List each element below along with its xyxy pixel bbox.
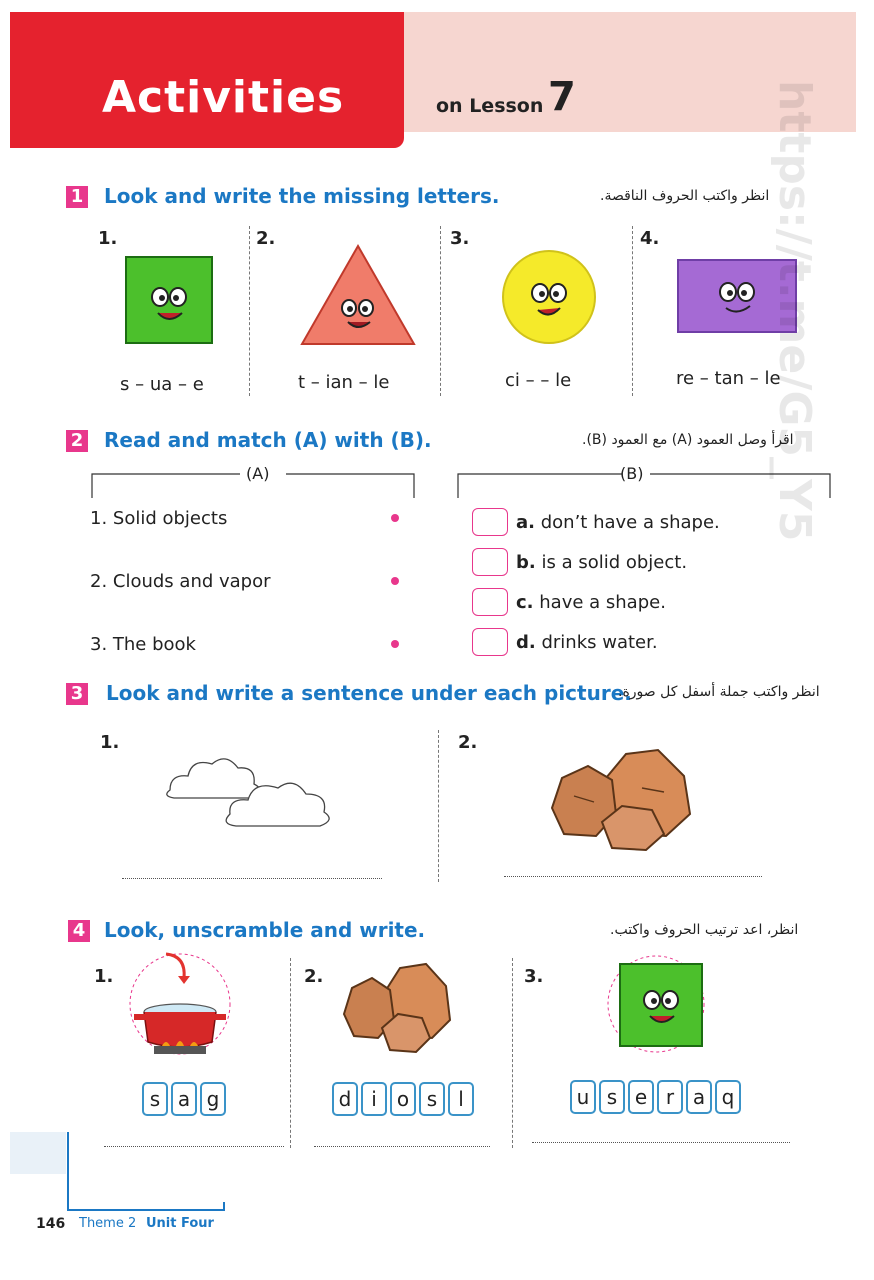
answer-line[interactable] — [122, 878, 382, 879]
letter-tile: d — [332, 1082, 358, 1116]
letter-tile: u — [570, 1080, 596, 1114]
divider — [290, 958, 291, 1148]
match-b-d: d. drinks water. — [516, 632, 658, 653]
s1-item-2-word: t – ian – le — [298, 372, 390, 393]
s1-item-3-word: ci – – le — [505, 370, 572, 391]
s1-item-4-word: re – tan – le — [676, 368, 781, 389]
letter-tiles-2 — [332, 1082, 474, 1116]
s1-item-3-number: 3. — [450, 228, 470, 249]
letter-tile: s — [419, 1082, 445, 1116]
boiling-pot-image — [126, 946, 234, 1058]
watermark: https://t.me/G5_Y5 — [769, 80, 820, 542]
lesson-number: 7 — [548, 74, 576, 120]
letter-tile: a — [171, 1082, 197, 1116]
letter-tile: a — [686, 1080, 712, 1114]
section-4-title: Look, unscramble and write. — [104, 918, 426, 942]
letter-tile: s — [599, 1080, 625, 1114]
clouds-image — [160, 752, 338, 838]
s4-item-2-number: 2. — [304, 966, 324, 987]
letter-tile: s — [142, 1082, 168, 1116]
lesson-label: on Lesson — [436, 95, 544, 117]
letter-tile: g — [200, 1082, 226, 1116]
section-3-arabic: انظر واكتب جملة أسفل كل صورة. — [618, 684, 820, 700]
s1-item-1-number: 1. — [98, 228, 118, 249]
circle-shape-image — [500, 248, 598, 346]
letter-tiles-3 — [570, 1080, 741, 1114]
answer-line[interactable] — [314, 1146, 490, 1147]
s1-item-4-number: 4. — [640, 228, 660, 249]
divider — [249, 226, 250, 396]
section-3-number: 3 — [66, 683, 88, 705]
letter-tile: e — [628, 1080, 654, 1114]
match-a-2: 2. Clouds and vapor — [90, 571, 271, 592]
s3-item-1-number: 1. — [100, 732, 120, 753]
divider — [440, 226, 441, 396]
footer-theme: Theme 2 — [79, 1216, 137, 1231]
section-2-arabic: اقرأ وصل العمود (A) مع العمود (B). — [582, 432, 794, 448]
s4-item-3-number: 3. — [524, 966, 544, 987]
page-title: Activities — [102, 72, 345, 123]
match-box-c[interactable] — [472, 588, 508, 616]
letter-tile: q — [715, 1080, 741, 1114]
square-shape-image — [124, 255, 216, 347]
letter-tile: i — [361, 1082, 387, 1116]
match-dot-2[interactable] — [391, 577, 399, 585]
answer-line[interactable] — [504, 876, 762, 877]
footer-unit: Unit Four — [146, 1216, 214, 1231]
match-dot-1[interactable] — [391, 514, 399, 522]
match-b-a: a. don’t have a shape. — [516, 512, 720, 533]
divider — [512, 958, 513, 1148]
answer-line[interactable] — [532, 1142, 790, 1143]
letter-tile: l — [448, 1082, 474, 1116]
section-1-arabic: انظر واكتب الحروف الناقصة. — [600, 188, 770, 204]
footer-tab — [10, 1132, 66, 1174]
column-b-label: (B) — [620, 464, 644, 483]
divider — [438, 730, 439, 882]
column-a-label: (A) — [246, 464, 270, 483]
letter-tile: o — [390, 1082, 416, 1116]
s3-item-2-number: 2. — [458, 732, 478, 753]
match-a-1: 1. Solid objects — [90, 508, 228, 529]
rocks-image — [340, 962, 452, 1058]
s1-item-1-word: s – ua – e — [120, 374, 204, 395]
match-a-3: 3. The book — [90, 634, 196, 655]
rocks-image — [546, 748, 694, 852]
s1-item-2-number: 2. — [256, 228, 276, 249]
section-1-title: Look and write the missing letters. — [104, 184, 500, 208]
letter-tile: r — [657, 1080, 683, 1114]
divider — [632, 226, 633, 396]
match-dot-3[interactable] — [391, 640, 399, 648]
section-4-number: 4 — [68, 920, 90, 942]
letter-tiles-1 — [142, 1082, 226, 1116]
footer-bracket — [64, 1130, 230, 1214]
match-box-a[interactable] — [472, 508, 508, 536]
section-2-title: Read and match (A) with (B). — [104, 428, 432, 452]
section-2-number: 2 — [66, 430, 88, 452]
triangle-shape-image — [298, 242, 418, 348]
match-box-d[interactable] — [472, 628, 508, 656]
square-shape-image — [606, 950, 706, 1054]
section-4-arabic: انظر، اعد ترتيب الحروف واكتب. — [610, 922, 799, 938]
section-1-number: 1 — [66, 186, 88, 208]
page-number: 146 — [36, 1216, 66, 1232]
match-b-c: c. have a shape. — [516, 592, 666, 613]
match-b-b: b. is a solid object. — [516, 552, 688, 573]
section-3-title: Look and write a sentence under each picture. — [106, 681, 632, 705]
s4-item-1-number: 1. — [94, 966, 114, 987]
match-box-b[interactable] — [472, 548, 508, 576]
